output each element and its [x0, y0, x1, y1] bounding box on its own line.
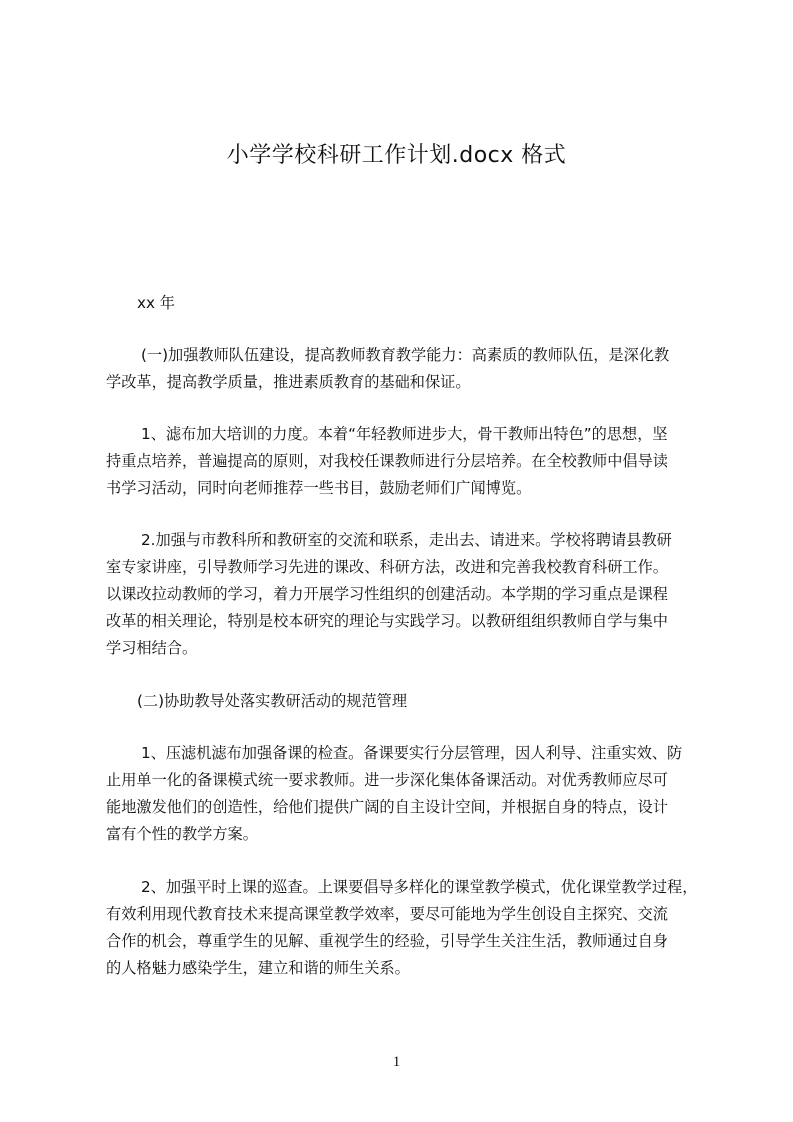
paragraph-line: 有效利用现代教育技术来提高课堂教学效率，要尽可能地为学生创设自主探究、交流	[106, 905, 668, 923]
paragraph-line: 1、压滤机滤布加强备课的检查。备课要实行分层管理，因人利导、注重实效、防	[141, 744, 683, 762]
paragraph-line: 学习相结合。	[106, 639, 198, 657]
paragraph-line: 以课改拉动教师的学习，着力开展学习性组织的创建活动。本学期的学习重点是课程	[106, 585, 668, 603]
paragraph-line: 室专家讲座，引导教师学习先进的课改、科研方法，改进和完善我校教育科研工作。	[106, 558, 668, 576]
paragraph-line: (一)加强教师队伍建设，提高教师教育教学能力：高素质的教师队伍，是深化教	[141, 346, 670, 364]
paragraph-line: 2、加强平时上课的巡查。上课要倡导多样化的课堂教学模式，优化课堂教学过程，	[141, 878, 698, 896]
section-heading: (二)协助教导处落实教研活动的规范管理	[137, 692, 408, 710]
paragraph-line: 改革的相关理论，特别是校本研究的理论与实践学习。以教研组组织教师自学与集中	[106, 612, 668, 630]
paragraph-line: 持重点培养，普遍提高的原则，对我校任课教师进行分层培养。在全校教师中倡导读	[106, 452, 668, 470]
paragraph-line: 合作的机会，尊重学生的见解、重视学生的经验，引导学生关注生活，教师通过自身	[106, 932, 668, 950]
paragraph-line: 的人格魅力感染学生，建立和谐的师生关系。	[106, 959, 410, 977]
paragraph-line: 止用单一化的备课模式统一要求教师。进一步深化集体备课活动。对优秀教师应尽可	[106, 771, 668, 789]
page-number: 1	[392, 1054, 401, 1070]
paragraph-line: 2.加强与市教科所和教研室的交流和联系，走出去、请进来。学校将聘请县教研	[141, 531, 672, 549]
paragraph-line: 能地激发他们的创造性，给他们提供广阔的自主设计空间，并根据自身的特点，设计	[106, 798, 668, 816]
paragraph-line: 书学习活动，同时向老师推荐一些书目，鼓励老师们广闻博览。	[106, 479, 532, 497]
year-line: xx 年	[137, 294, 175, 312]
paragraph-line: 富有个性的教学方案。	[106, 825, 258, 843]
paragraph-line: 学改革，提高教学质量，推进素质教育的基础和保证。	[106, 373, 471, 391]
paragraph-line: 1、滤布加大培训的力度。本着“年轻教师进步大，骨干教师出特色”的思想，坚	[141, 425, 668, 443]
document-title: 小学学校科研工作计划.docx 格式	[226, 143, 567, 168]
